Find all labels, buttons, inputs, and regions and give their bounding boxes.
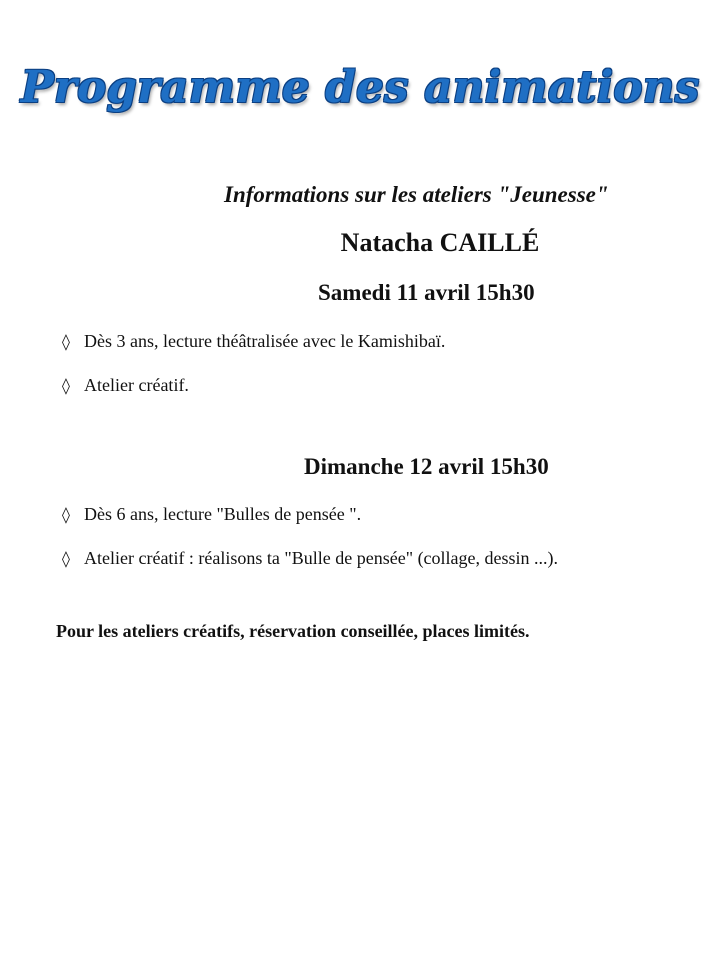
subtitle: Informations sur les ateliers "Jeunesse": [224, 182, 609, 207]
diamond-bullet-icon: ◊: [62, 376, 70, 395]
session-2-item-1: [62, 504, 361, 525]
session-1-item-1-text: Dès 3 ans, lecture théâtralisée avec le Kamishibaï.: [84, 331, 446, 351]
presenter-name: Natacha CAILLÉ: [340, 228, 540, 257]
session-1-date: Samedi 11 avril 15h30: [318, 280, 535, 305]
session-2-date: Dimanche 12 avril 15h30: [304, 454, 549, 479]
diamond-bullet-icon: ◊: [62, 549, 70, 568]
session-1-item-2: [62, 375, 189, 396]
reservation-note: Pour les ateliers créatifs, réservation conseillée, places limités.: [56, 621, 530, 641]
page-title: Programme des animations: [20, 62, 700, 113]
session-2-item-2: [62, 548, 558, 569]
session-1-item-1: [62, 331, 445, 352]
diamond-bullet-icon: ◊: [62, 505, 70, 524]
session-2-item-2-text: Atelier créatif : réalisons ta "Bulle de pensée" (collage, dessin ...).: [84, 548, 559, 568]
session-2-item-1-text: Dès 6 ans, lecture "Bulles de pensée ".: [84, 504, 362, 524]
session-1-item-2-text: Atelier créatif.: [84, 375, 189, 395]
diamond-bullet-icon: ◊: [62, 332, 70, 351]
